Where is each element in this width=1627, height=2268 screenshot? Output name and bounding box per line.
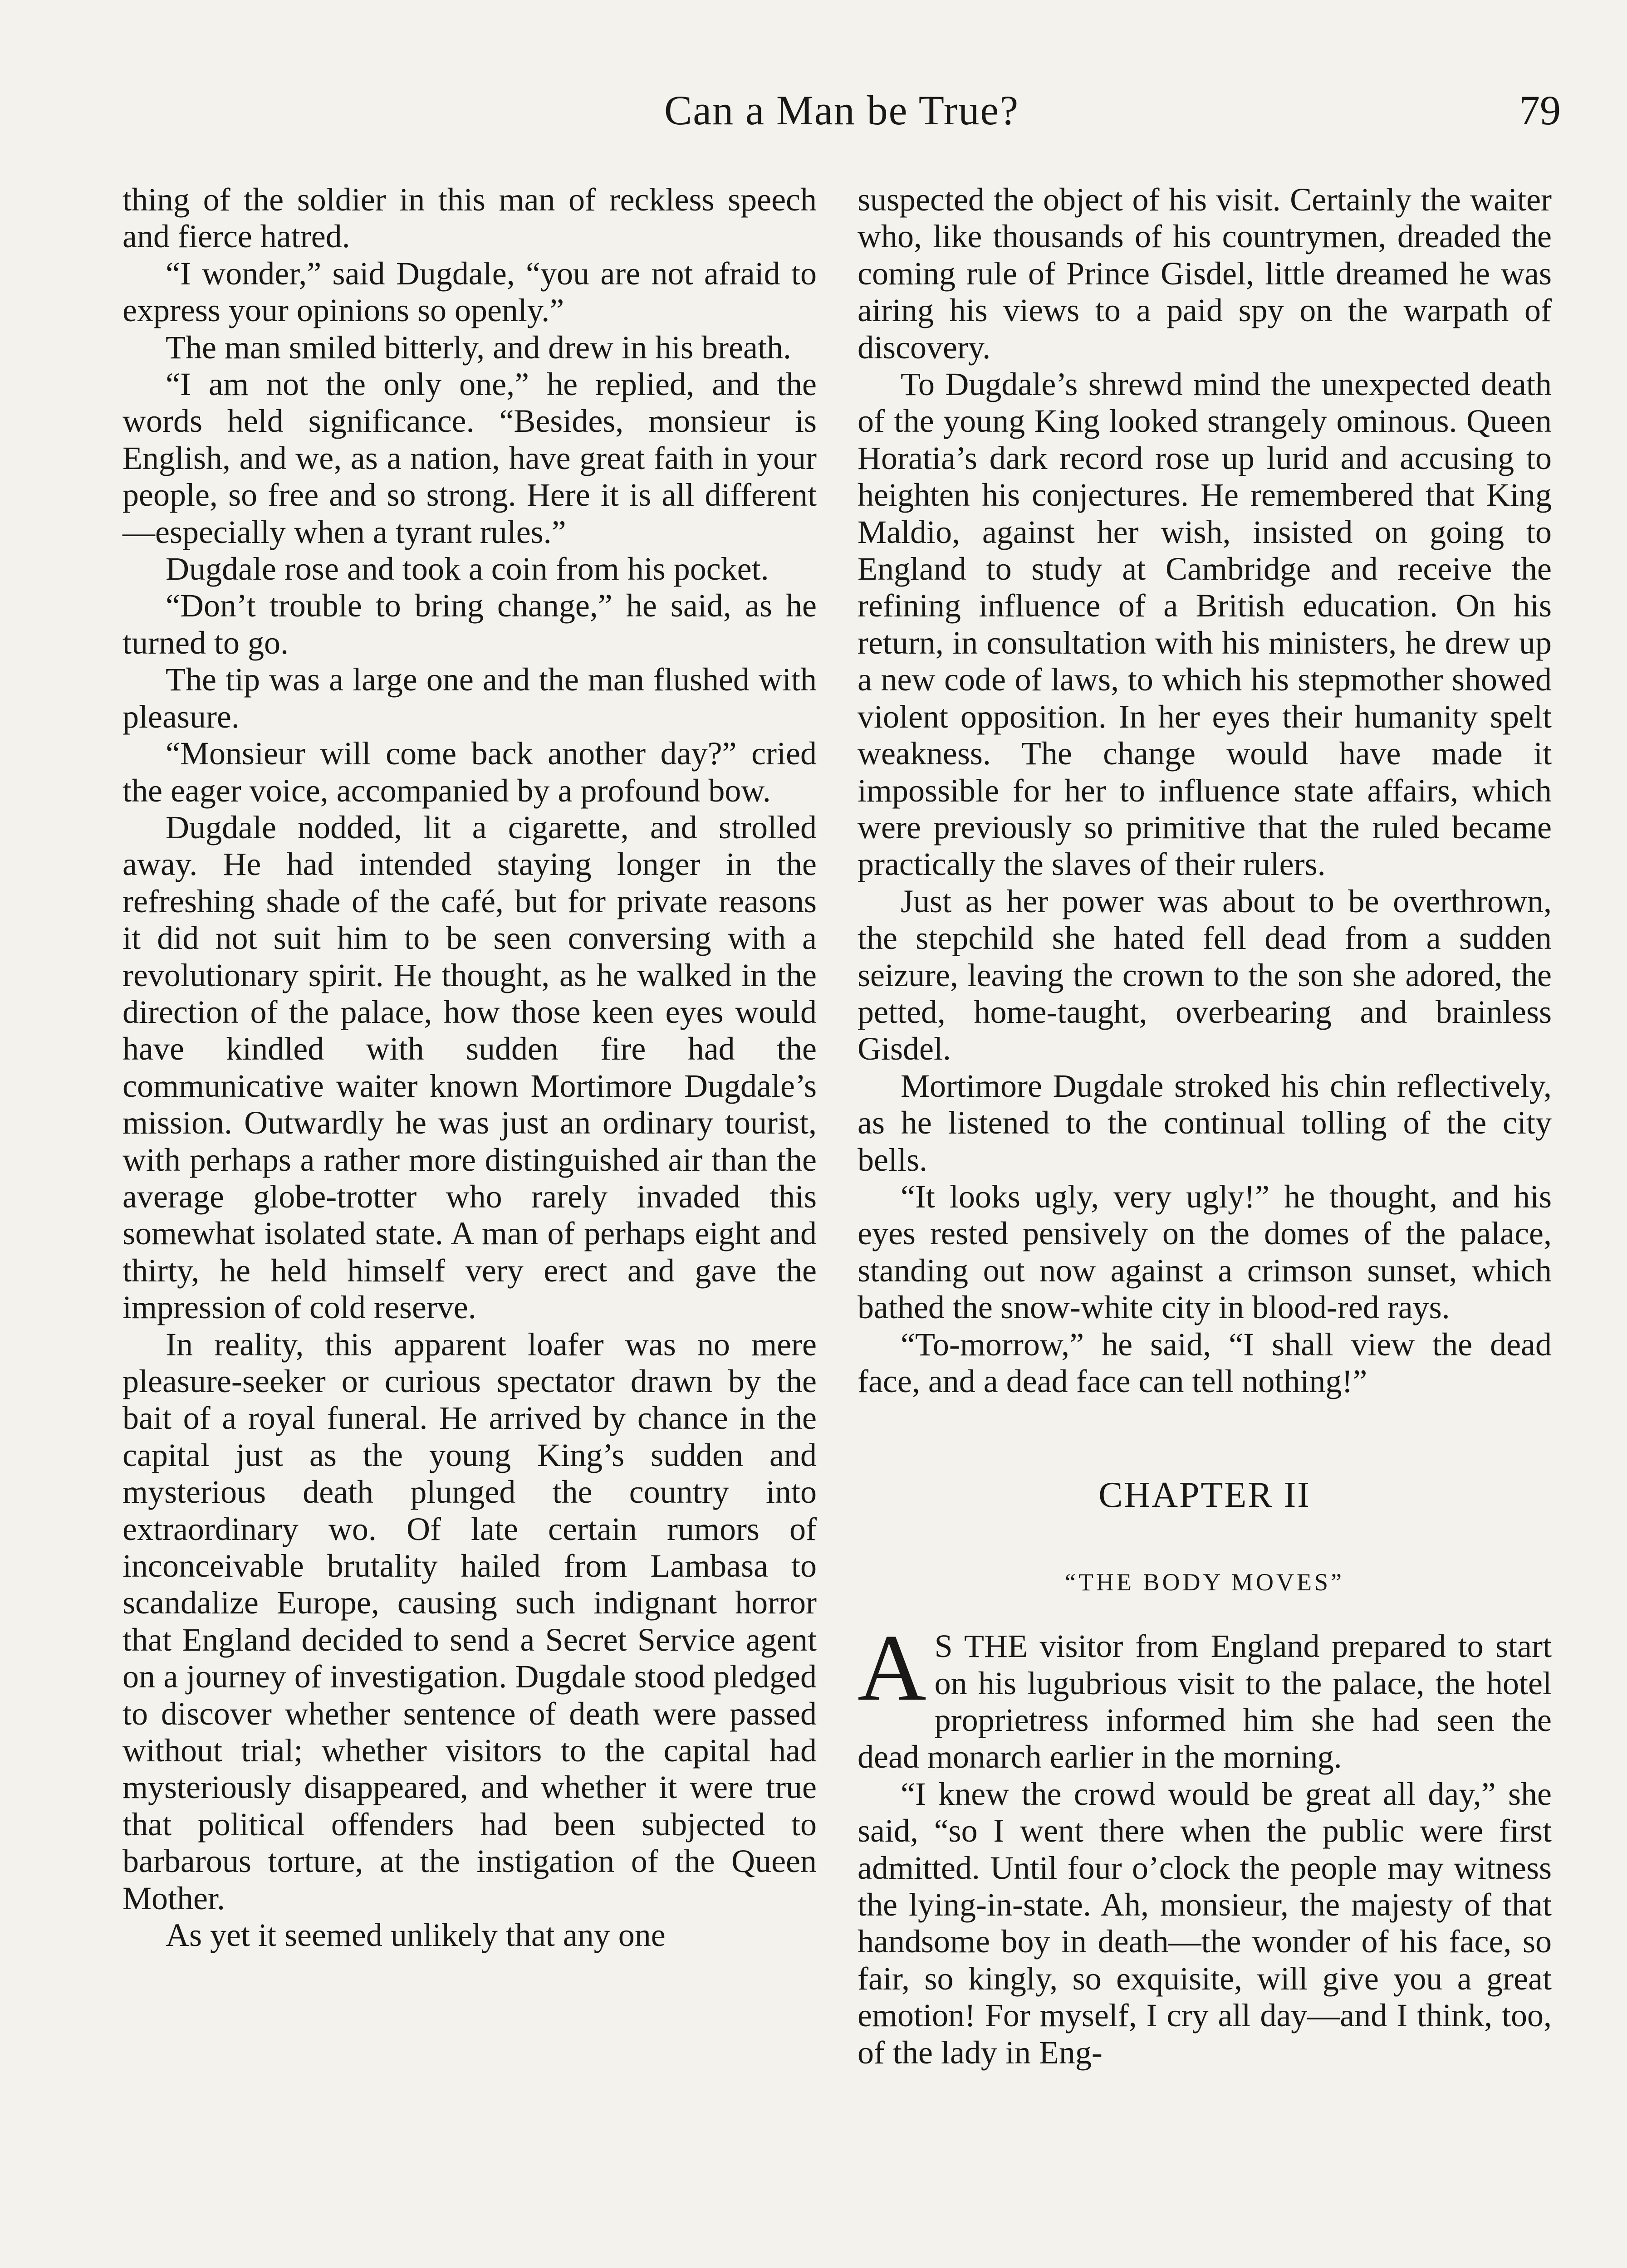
paragraph: “Monsieur will come back another day?” cried the eager voice, accompanied by a profound bow. — [123, 735, 817, 809]
paragraph: “I wonder,” said Dugdale, “you are not afraid to express your opinions so openly.” — [123, 255, 817, 329]
left-column — [123, 181, 817, 1954]
paragraph: Mortimore Dugdale stroked his chin reflectively, as he listened to the continual tolling of the city bells. — [858, 1067, 1552, 1178]
chapter-opening-paragraph — [858, 1615, 1552, 1776]
paragraph: The man smiled bitterly, and drew in his breath. — [166, 329, 791, 366]
chapter-subtitle: “THE BODY MOVES” — [1065, 1568, 1344, 1596]
paragraph: As yet it seemed unlikely that any one — [166, 1917, 666, 1954]
paragraph: In reality, this apparent loafer was no mere pleasure-seeker or curious spectator drawn by the bait of a royal funeral. He arrived by chance in the capital just as the young King’s sudden and mysterious death plunged the country into extraordinary wo. Of late certain rumors of inconceivable brutality hailed from Lambasa to scandalize Europe, causing such indignant horror that England decided to send a Secret Service agent on a journey of investigation. Dugdale stood pledged to discover whether sentence of death were passed without trial; whether visitors to the capital had mysteriously disappeared, and whether it were true that political offenders had been subjected to barbarous torture, at the instigation of the Queen Mother. — [123, 1326, 817, 1916]
opening-text: S THE visitor from England prepared to start on his lugubrious visit to the palace, the hotel proprietress informed him she had seen the dead monarch earlier in the morning. — [858, 1628, 1552, 1775]
paragraph: Dugdale nodded, lit a cigarette, and strolled away. He had intended staying longer in the refreshing shade of the café, but for private reasons it did not suit him to be seen conversing with a revolutionary spirit. He thought, as he walked in the direction of the palace, how those keen eyes would have kindled with sudden fire had the communicative waiter known Mortimore Dugdale’s mission. Outwardly he was just an ordinary tourist, with perhaps a rather more distinguished air than the average globe-trotter who rarely invaded this somewhat isolated state. A man of perhaps eight and thirty, he held himself very erect and gave the impression of cold reserve. — [123, 809, 817, 1326]
paragraph: “I knew the crowd would be great all day,” she said, “so I went there when the public were first admitted. Until four o’clock the people may witness the lying-in-state. Ah, monsieur, the majesty of that handsome boy in death—the wonder of his face, so fair, so kingly, so exquisite, will give you a great emotion! For myself, I cry all day—and I think, too, of the lady in Eng- — [858, 1775, 1552, 2071]
paragraph: suspected the object of his visit. Certainly the waiter who, like thousands of his countrymen, dreaded the coming rule of Prince Gisdel, little dreamed he was airing his views to a paid spy on the warpath of discovery. — [858, 181, 1552, 366]
page-header — [123, 68, 1561, 136]
paragraph: Dugdale rose and took a coin from his pocket. — [166, 551, 769, 587]
paragraph: “I am not the only one,” he replied, and the words held significance. “Besides, monsieur is English, and we, as a nation, have great faith in your people, so free and so strong. Here it is all different—especially when a tyrant rules.” — [123, 366, 817, 550]
chapter-heading: CHAPTER II — [1098, 1475, 1311, 1515]
paragraph: thing of the soldier in this man of reckless speech and fierce hatred. — [123, 181, 817, 255]
paragraph: The tip was a large one and the man flushed with pleasure. — [123, 661, 817, 735]
right-column — [858, 181, 1552, 2071]
page-number: 79 — [1519, 87, 1561, 133]
paragraph: To Dugdale’s shrewd mind the unexpected death of the young King looked strangely ominous. Queen Horatia’s dark record rose up lurid and accusing to heighten his conjectures. He remembered that King Maldio, against her wish, insisted on going to England to study at Cambridge and receive the refining influence of a British education. On his return, in consultation with his ministers, he drew up a new code of laws, to which his stepmother showed violent opposition. In her eyes their humanity spelt weakness. The change would have made it impossible for her to influence state affairs, which were previously so primitive that the ruled became practically the slaves of their rulers. — [858, 366, 1552, 883]
paragraph: Just as her power was about to be overthrown, the stepchild she hated fell dead from a sudden seizure, leaving the crown to the son she adored, the petted, home-taught, overbearing and brainless Gisdel. — [858, 883, 1552, 1067]
drop-cap: A — [858, 1615, 926, 1721]
paragraph: “Don’t trouble to bring change,” he said, as he turned to go. — [123, 587, 817, 661]
paragraph: “To-morrow,” he said, “I shall view the dead face, and a dead face can tell nothing!” — [858, 1326, 1552, 1399]
running-title: Can a Man be True? — [664, 87, 1019, 133]
chapter-heading-block — [858, 1477, 1552, 1601]
paragraph: “It looks ugly, very ugly!” he thought, and his eyes rested pensively on the domes of the palace, standing out now against a crimson sunset, which bathed the snow-white city in blood-red rays. — [858, 1178, 1552, 1326]
